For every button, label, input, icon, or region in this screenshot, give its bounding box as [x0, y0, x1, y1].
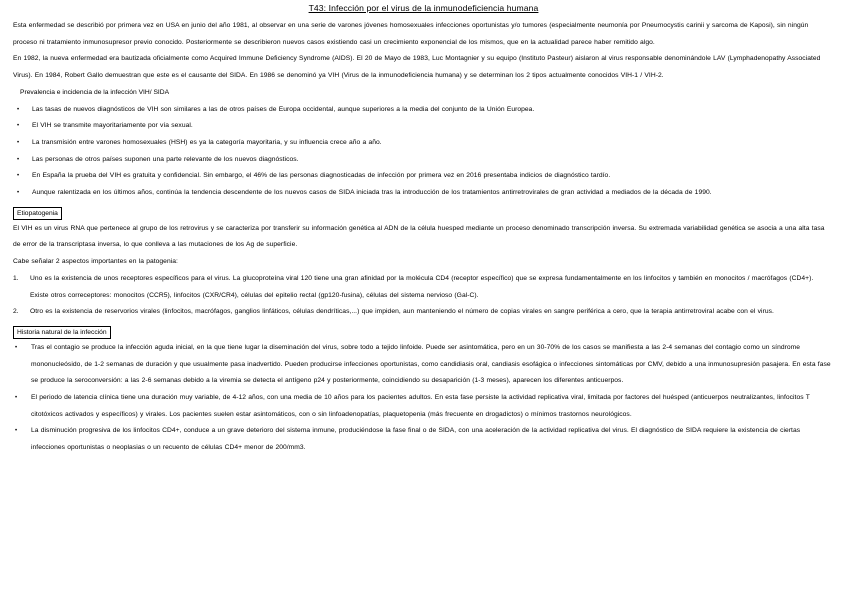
list-item: • Tras el contagio se produce la infección aguda inicial, en la que tiene lugar la diseminación del virus, sobre todo a tejido linfoide. Puede ser asintomática, pero en un 30-70% de los casos se manifiesta a las 2-4 semanas del contagio como un síndrome mononucleósido, de 1-2 semanas de duración y que usualmente pasa inadvertido. Pueden producirse infecciones oportunistas, como candidiasis oral, candiasis esofágica o infecciones sintomáticas por CMV, debido a una inmunosupresión pasajera. En esta fase se produce la seroconversión: a las 2-6 semanas debido a la viremia se detecta el antígeno p24 y posteriormente, coincidiendo su desaparición (1-3 meses), aparecen los diferentes anticuerpos. [13, 340, 834, 390]
list-item [13, 304, 834, 321]
document-title: T43: Infección por el virus de la inmunodeficiencia humana [308, 3, 539, 13]
list-item: • En España la prueba del VIH es gratuita y confidencial. Sin embargo, el 46% de las personas diagnosticadas de infección por primera vez en 2016 presentaba indicios de diagnóstico tardío. [13, 168, 834, 185]
list-item: • Aunque ralentizada en los últimos años, continúa la tendencia descendente de los nuevos casos de SIDA iniciada tras la introducción de los tratamientos antirretrovirales de gran actividad a mediados de la década de 1990. [13, 185, 834, 202]
etiopatogenia-paragraph: El VIH es un virus RNA que pertenece al grupo de los retrovirus y se caracteriza por transferir su información genética al ADN de la célula huesped mediante un proceso denominado transcripción inversa. Su extremada variabilidad genética se asocia a una alta tasa de error de la transcriptasa inversa, lo que conlleva a las mutaciones de los Ag de superficie. [13, 224, 825, 249]
list-item: • La disminución progresiva de los linfocitos CD4+, conduce a un grave deterioro del sistema inmune, produciéndose la fase final o de SIDA, con una aceleración de la actividad replicativa del virus. El diagnóstico de SIDA requiere la existencia de ciertas infecciones oportunistas o neoplasias o un recuento de células CD4+ menor de 200/mm3. [13, 423, 834, 456]
historia-heading: Historia natural de la infección [13, 326, 111, 339]
item-number: 2. [13, 308, 19, 316]
historia-list [13, 340, 834, 457]
item-number: 1. [13, 274, 19, 282]
intro-paragraph-2: En 1982, la nueva enfermedad era bautizada oficialmente como Acquired Immune Deficiency Syndrome (AIDS). El 20 de Mayo de 1983, Luc Montagnier y su equipo (Instituto Pasteur) aislaron al virus responsable denominándole LAV (Lymphadenopathy Associated Virus). En 1984, Robert Gallo demuestran que este es el causante del SIDA. En 1986 se denominó ya VIH (Virus de la inmunodeficiencia humana) y se determinan los 2 tipos actualmente conocidos VIH-1 / VIH-2. [13, 55, 821, 80]
list-item: • La transmisión entre varones homosexuales (HSH) es ya la categoría mayoritaria, y su influencia crece año a año. [13, 135, 834, 152]
intro-paragraph-1: Esta enfermedad se describió por primera vez en USA en junio del año 1981, al observar en una serie de varones jóvenes homosexuales infecciones oportunistas y/o tumores (especialmente neumonía por Pneumocystis carinii y sarcoma de Kaposi), sin ningún proceso ni tratamiento inmunosupresor previo conocido. Posteriormente se describieron nuevos casos existiendo casi un crecimiento exponencial de los mismos, que en la actualidad parece haber remitido algo. [13, 22, 809, 46]
item-text: Otro es la existencia de reservorios virales (linfocitos, macrófagos, ganglios linfáticos, células dendríticas,...) que impiden, aun manteniendo el número de copias virales en sangre periférica a cero, que la terapia antirretroviral acabe con el virus. [30, 308, 774, 316]
list-item [13, 271, 834, 304]
list-item: • El periodo de latencia clínica tiene una duración muy variable, de 4-12 años, con una media de 10 años para los pacientes adultos. En esta fase persiste la actividad replicativa viral, limitada por factores del huésped (anticuerpos neutralizantes, linfocitos T citotóxicos activados y específicos) y virales. Los pacientes suelen estar asintomáticos, con o sin linfoadenopatías, plaquetopenia (más frecuente en drogadictos) o mínimos trastornos neurológicos. [13, 390, 834, 423]
etiopatogenia-list [13, 271, 834, 321]
list-item: • Las tasas de nuevos diagnósticos de VIH son similares a las de otros países de Europa occidental, aunque superiores a la media del conjunto de la Unión Europea. [13, 102, 834, 119]
etiopatogenia-heading: Etiopatogenia [13, 207, 62, 220]
etiopatogenia-lead: Cabe señalar 2 aspectos importantes en la patogenia: [13, 258, 178, 266]
prevalencia-heading: Prevalencia e incidencia de la infección VIH/ SIDA [20, 88, 170, 96]
prevalencia-list [13, 102, 834, 202]
list-item: • El VIH se transmite mayoritariamente por vía sexual. [13, 118, 834, 135]
item-text: Uno es la existencia de unos receptores específicos para el virus. La glucoproteína viral 120 tiene una gran afinidad por la molécula CD4 (receptor específico) que se expresa fundamentalmente en los linfocitos y también en monocitos / macrófagos (CD4+). Existe otros correceptores: monocitos (CCR5), linfocitos (CXR/CR4), células del epitelio rectal (gp120-fusina), células del sistema nervioso (Gal-C). [30, 274, 814, 299]
list-item: • Las personas de otros países suponen una parte relevante de los nuevos diagnósticos. [13, 152, 834, 169]
